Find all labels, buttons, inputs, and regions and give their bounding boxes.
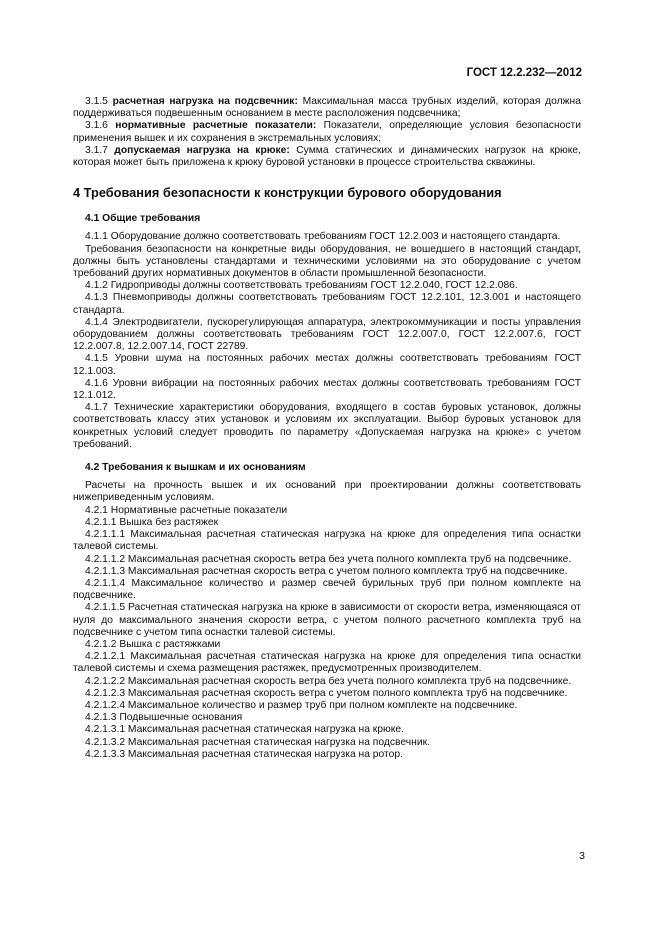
- paragraph: 4.2.1.3 Подвышечные основания: [85, 712, 243, 724]
- subsection-4-1-title: 4.1 Общие требования: [85, 213, 201, 225]
- paragraph: Расчеты на прочность вышек и их оснований при проектировании должны соответствовать нижеприведенным условиям.: [73, 480, 581, 504]
- paragraph: 4.1.5 Уровни шума на постоянных рабочих местах должны соответствовать требованиям ГОСТ 12.1.003.: [73, 353, 581, 377]
- paragraph: 4.1.2 Гидроприводы должны соответствовать требованиям ГОСТ 12.2.040, ГОСТ 12.2.086.: [85, 280, 518, 292]
- paragraph: 4.2.1.1.2 Максимальная расчетная скорость ветра без учета полного комплекта труб на подсвечнике.: [85, 553, 572, 565]
- paragraph: 4.2.1.2.3 Максимальная расчетная скорость ветра с учетом полного комплекта труб на подсвечнике.: [85, 687, 568, 699]
- paragraph: 4.2.1.1.5 Расчетная статическая нагрузка на крюке в зависимости от скорости ветра, изменяющаяся от нуля до максимального значения скорости ветра, с учетом полного расчетного комплекта труб на подсвечнике с учетом типа оснастки талевой системы.: [73, 602, 581, 638]
- paragraph: 4.2.1.2.2 Максимальная расчетная скорость ветра без учета полного комплекта труб на подсвечнике.: [85, 675, 572, 687]
- definition-3-1-7: [73, 145, 581, 169]
- paragraph: 4.1.3 Пневмоприводы должны соответствовать требованиям ГОСТ 12.2.101, 12.3.001 и настоящего стандарта.: [73, 292, 581, 316]
- paragraph: 4.2.1.3.3 Максимальная расчетная статическая нагрузка на ротор.: [85, 748, 403, 760]
- paragraph: Требования безопасности на конкретные виды оборудования, не вошедшего в настоящий стандарт, должны быть установлены стандартами и техническими условиями на это оборудование с учетом требований других нормативных документов в области промышленной безопасности.: [73, 243, 581, 280]
- paragraph: 4.2.1.1.4 Максимальное количество и размер свечей бурильных труб при полном комплекте на подсвечнике.: [73, 577, 581, 602]
- paragraph: 4.2.1.2.1 Максимальная расчетная статическая нагрузка на крюке для определения типа оснастки талевой системы и схема размещения растяжек, предусмотренных производителем.: [73, 651, 581, 675]
- definition-text: Максимальная масса трубных изделий, которая должна поддерживаться подвешенным основанием в месте расположения подсвечника;: [73, 96, 581, 120]
- paragraph: 4.2.1 Нормативные расчетные показатели: [85, 504, 288, 516]
- page-header: ГОСТ 12.2.232—2012: [466, 67, 582, 79]
- paragraph: 4.2.1.1 Вышка без растяжек: [85, 516, 219, 528]
- definition-number: 3.1.5: [85, 96, 108, 107]
- page-number: 3: [579, 850, 585, 862]
- paragraph: 4.1.4 Электродвигатели, пускорегулирующая аппаратура, электрокоммуникации и посты управления оборудованием должны соответствовать требованиям ГОСТ 12.2.007.0, ГОСТ 12.2.007.6, ГОСТ 12.2.007.8, 12.2.007.14, ГОСТ 22789.: [73, 316, 581, 353]
- definition-3-1-5: [73, 96, 581, 120]
- paragraph: 4.2.1.3.1 Максимальная расчетная статическая нагрузка на крюке.: [85, 724, 404, 736]
- definition-term: нормативные расчетные показатели:: [115, 120, 317, 132]
- paragraph: 4.2.1.2.4 Максимальное количество и размер труб при полном комплекте на подсвечнике.: [85, 699, 518, 711]
- section-4-title: 4 Требования безопасности к конструкции бурового оборудования: [73, 185, 502, 201]
- paragraph: 4.2.1.3.2 Максимальная расчетная статическая нагрузка на подсвечник.: [85, 736, 430, 748]
- definition-text: Сумма статических и динамических нагрузок на крюке, которая может быть приложена к крюку буровой установки в процессе строительства скважины.: [73, 144, 581, 169]
- paragraph: 4.2.1.1.1 Максимальная расчетная статическая нагрузка на крюке для определения типа оснастки талевой системы.: [73, 529, 581, 553]
- paragraph: 4.1.1 Оборудование должно соответствовать требованиям ГОСТ 12.2.003 и настоящего стандарта.: [85, 231, 561, 243]
- definition-term: допускаемая нагрузка на крюке:: [114, 144, 290, 156]
- definition-term: расчетная нагрузка на подсвечник:: [112, 96, 298, 107]
- paragraph: 4.1.6 Уровни вибрации на постоянных рабочих местах должны соответствовать требованиям ГОСТ 12.1.012.: [73, 377, 581, 402]
- subsection-4-2-title: 4.2 Требования к вышкам и их основаниям: [85, 462, 306, 474]
- paragraph: 4.2.1.2 Вышка с растяжками: [85, 638, 221, 650]
- definition-number: 3.1.7: [85, 144, 108, 156]
- document-body: [73, 96, 581, 761]
- definition-text: Показатели, определяющие условия безопасности применения вышек и их сохранения в экстремальных условиях;: [73, 120, 581, 144]
- definition-3-1-6: [73, 120, 581, 144]
- definition-number: 3.1.6: [85, 120, 108, 132]
- paragraph: 4.2.1.1.3 Максимальная расчетная скорость ветра с учетом полного комплекта труб на подсвечнике.: [85, 565, 568, 577]
- paragraph: 4.1.7 Технические характеристики оборудования, входящего в состав буровых установок, должны соответствовать классу этих установок и условиям их эксплуатации. Выбор буровых установок для конкретных условий следует проводить по параметру «Допускаемая нагрузка на крюке» с учетом требований.: [73, 402, 581, 450]
